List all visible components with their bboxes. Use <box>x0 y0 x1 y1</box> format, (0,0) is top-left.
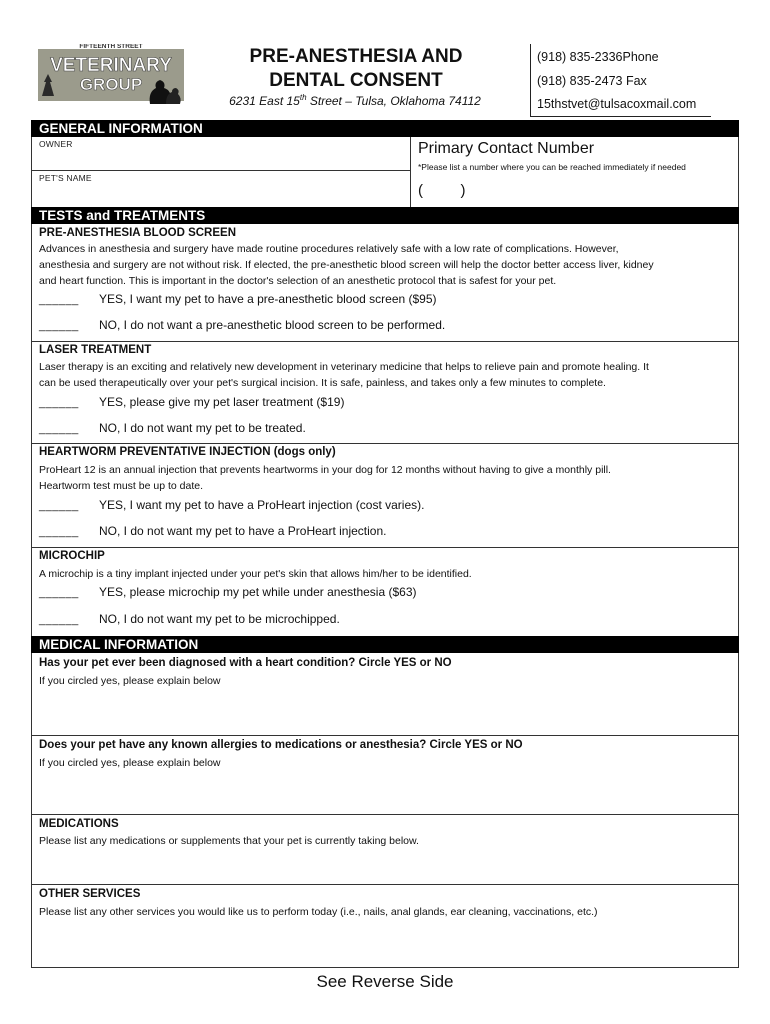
heartworm-divider <box>31 547 739 548</box>
allergy-instructions: If you circled yes, please explain below <box>39 757 221 769</box>
blood-divider <box>31 341 739 342</box>
general-vertical-divider <box>410 137 411 207</box>
laser-text-2: can be used therapeutically over your pet's surgical incision. It is safe, painless, and takes only a few minutes to complete. <box>39 377 606 389</box>
blood-screen-text-1: Advances in anesthesia and surgery have made routine procedures relatively safe with a low rate of complications. However, <box>39 243 619 255</box>
heartworm-no-option: NO, I do not want my pet to have a ProHeart injection. <box>99 524 387 538</box>
other-services-instructions: Please list any other services you would like us to perform today (i.e., nails, anal glands, ear cleaning, vaccinations, etc.) <box>39 906 598 918</box>
microchip-title: MICROCHIP <box>39 550 105 562</box>
medications-divider <box>31 884 739 885</box>
other-services-title: OTHER SERVICES <box>39 888 141 900</box>
laser-text-1: Laser therapy is an exciting and relatively new development in veterinary medicine that helps to relieve pain and promote healing. It <box>39 361 649 373</box>
logo-top-text: FIFTEENTH STREET <box>79 44 143 50</box>
laser-yes-blank[interactable]: ______ <box>39 397 79 409</box>
microchip-no-blank[interactable]: ______ <box>39 614 79 626</box>
blood-screen-title: PRE-ANESTHESIA BLOOD SCREEN <box>39 227 237 239</box>
heart-condition-question: Has your pet ever been diagnosed with a heart condition? Circle YES or NO <box>39 657 452 669</box>
other-services-field[interactable] <box>31 921 739 966</box>
laser-yes-option: YES, please give my pet laser treatment ($19) <box>99 395 345 409</box>
primary-contact-title: Primary Contact Number <box>418 140 595 157</box>
heart-condition-instructions: If you circled yes, please explain below <box>39 675 221 687</box>
microchip-no-option: NO, I do not want my pet to be microchipped. <box>99 612 340 626</box>
heart-condition-explain-field[interactable] <box>31 690 739 734</box>
heartworm-yes-blank[interactable]: ______ <box>39 500 79 512</box>
laser-no-blank[interactable]: ______ <box>39 423 79 435</box>
form-title-line1: PRE-ANESTHESIA AND <box>249 46 463 67</box>
address-pre: 6231 East 15 <box>229 94 300 108</box>
primary-contact-note: *Please list a number where you can be reached immediately if needed <box>418 162 686 172</box>
allergy-explain-field[interactable] <box>31 772 739 813</box>
form-title-line2: DENTAL CONSENT <box>269 70 443 91</box>
medications-title: MEDICATIONS <box>39 818 119 830</box>
blood-screen-text-2: anesthesia and surgery are not without risk. If elected, the pre-anesthetic blood screen will help the doctor better access liver, kidney <box>39 259 654 271</box>
clinic-phone: (918) 835-2336Phone <box>537 50 659 64</box>
blood-screen-text-3: and heart function. This is important in the doctor's selection of an anesthetic protocol that is safest for your pet. <box>39 275 557 287</box>
logo-middle-text: VETERINARY <box>50 55 172 76</box>
logo-graphic <box>38 44 184 106</box>
clinic-logo <box>38 44 184 106</box>
pet-name-label: PET'S NAME <box>39 173 92 183</box>
heartworm-title: HEARTWORM PREVENTATIVE INJECTION (dogs only) <box>39 446 336 458</box>
address-post: Street – Tulsa, Oklahoma 74112 <box>306 94 481 108</box>
blood-no-blank[interactable]: ______ <box>39 320 79 332</box>
medications-field[interactable] <box>31 850 739 883</box>
heartworm-text-1: ProHeart 12 is an annual injection that prevents heartworms in your dog for 12 months without having to give a monthly pill. <box>39 464 611 476</box>
laser-no-option: NO, I do not want my pet to be treated. <box>99 421 306 435</box>
medications-instructions: Please list any medications or supplements that your pet is currently taking below. <box>39 835 419 847</box>
allergy-divider <box>31 814 739 815</box>
clinic-fax: (918) 835-2473 Fax <box>537 74 647 88</box>
address-sup: th <box>299 93 307 102</box>
microchip-yes-option: YES, please microchip my pet while under anesthesia ($63) <box>99 585 417 599</box>
clinic-address <box>205 93 505 108</box>
clinic-email: 15thstvet@tulsacoxmail.com <box>537 97 697 111</box>
allergy-question: Does your pet have any known allergies to medications or anesthesia? Circle YES or NO <box>39 739 523 751</box>
logo-bottom-text: GROUP <box>79 75 143 94</box>
primary-contact-field[interactable]: ( ) <box>418 182 466 199</box>
heart-divider <box>31 735 739 736</box>
pet-name-field[interactable] <box>31 171 410 207</box>
microchip-text-1: A microchip is a tiny implant injected under your pet's skin that allows him/her to be identified. <box>39 568 472 580</box>
laser-title: LASER TREATMENT <box>39 344 152 356</box>
owner-field[interactable] <box>31 137 410 170</box>
tests-heading: TESTS and TREATMENTS <box>31 207 739 224</box>
medical-heading: MEDICAL INFORMATION <box>31 636 739 653</box>
microchip-yes-blank[interactable]: ______ <box>39 587 79 599</box>
heartworm-text-2: Heartworm test must be up to date. <box>39 480 203 492</box>
footer-note: See Reverse Side <box>316 972 454 991</box>
blood-yes-option: YES, I want my pet to have a pre-anesthetic blood screen ($95) <box>99 292 437 306</box>
blood-no-option: NO, I do not want a pre-anesthetic blood screen to be performed. <box>99 318 446 332</box>
blood-yes-blank[interactable]: ______ <box>39 294 79 306</box>
general-info-heading: GENERAL INFORMATION <box>31 120 739 137</box>
owner-label: OWNER <box>39 139 73 149</box>
heartworm-yes-option: YES, I want my pet to have a ProHeart injection (cost varies). <box>99 498 425 512</box>
laser-divider <box>31 443 739 444</box>
heartworm-no-blank[interactable]: ______ <box>39 526 79 538</box>
